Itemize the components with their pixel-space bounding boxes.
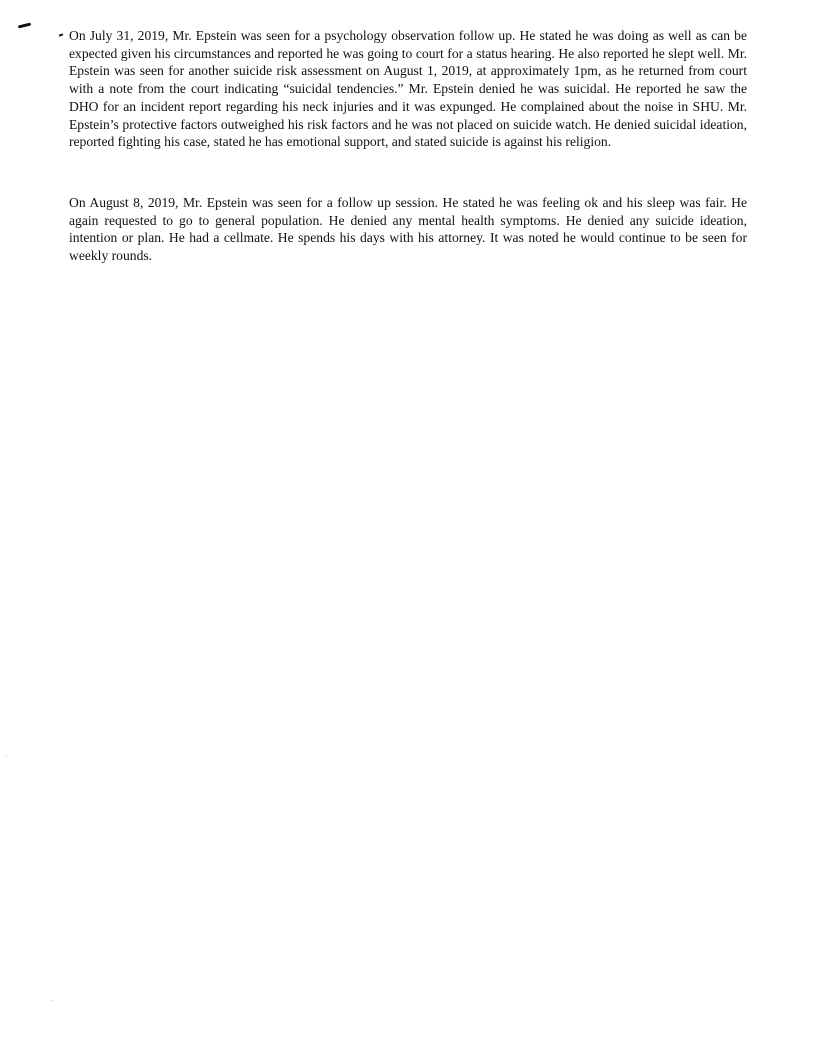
paragraph-august-8: On August 8, 2019, Mr. Epstein was seen for a follow up session. He stated he was feeling ok and his sleep was fair. He again requested to go to general population. He denied any mental health symptoms. He denied any suicide ideation, intention or plan. He had a cellmate. He spends his days with his attorney. It was noted he would continue to be seen for weekly rounds. [69,195,747,264]
paragraph-bullet-mark [59,33,63,36]
scan-speck [52,1000,53,1001]
scan-speck [6,756,7,757]
paragraph-july-31: On July 31, 2019, Mr. Epstein was seen for a psychology observation follow up. He stated he was doing as well as can be expected given his circumstances and reported he was going to court for a status hearing. He also reported he slept well. Mr. Epstein was seen for another suicide risk assessment on August 1, 2019, at approximately 1pm, as he returned from court with a note from the court indicating “suicidal tendencies.” Mr. Epstein denied he was suicidal. He reported he saw the DHO for an incident report regarding his neck injuries and it was expunged. He complained about the noise in SHU. Mr. Epstein’s protective factors outweighed his risk factors and he was not placed on suicide watch. He denied suicidal ideation, reported fighting his case, stated he has emotional support, and stated suicide is against his religion. [69,28,747,150]
margin-mark [18,22,31,28]
